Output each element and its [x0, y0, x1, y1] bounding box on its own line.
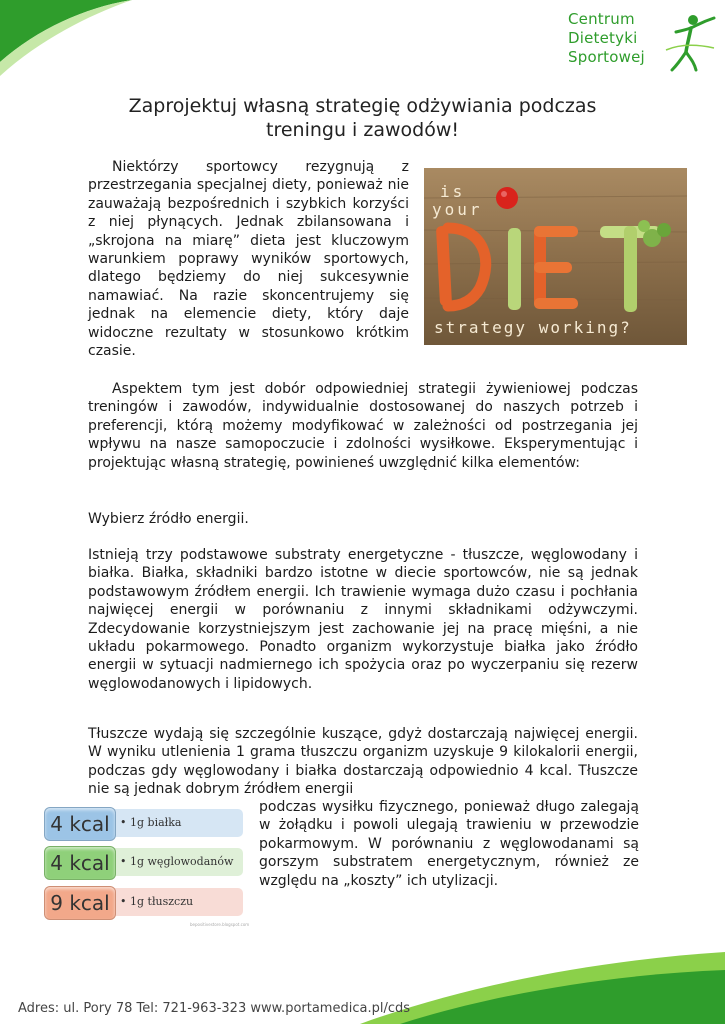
- kcal-label-protein: • 1g białka: [110, 809, 243, 837]
- kcal-value-carbs: 4 kcal: [44, 846, 116, 880]
- paragraph-4-side-block: [259, 798, 639, 890]
- logo-line-3: Sportowej: [568, 48, 645, 66]
- paragraph-4-block: [88, 725, 638, 799]
- subheading: Wybierz źródło energii.: [88, 511, 249, 527]
- image-text-your: your: [432, 200, 483, 219]
- runner-logo-icon: [656, 10, 716, 72]
- paragraph-2: Aspektem tym jest dobór odpowiedniej strategii żywieniowej podczas treningów i zawodów, indywidualnie dostosowanej do naszych potrzeb i preferencji, którą możemy modyfikować w zależności od postrzegania jej wpływu na nasze samopoczucie i zdolności wysiłkowe. Eksperymentując i projektując własną strategię, powinieneś uwzględnić kilka elementów:: [88, 381, 638, 471]
- image-text-strategy: strategy working?: [434, 318, 632, 337]
- footer-address: Adres: ul. Pory 78 Tel: 721-963-323 www.portamedica.pl/cds: [18, 1001, 410, 1016]
- kcal-label-fat: • 1g tłuszczu: [110, 888, 243, 916]
- intro-paragraph: Niektórzy sportowcy rezygnują z przestrzegania specjalnej diety, ponieważ nie zauważają bezpośrednich i szybkich korzyści z niej płynących. Jednak zbilansowana i „skrojona na miarę” dieta jest kluczowym warunkiem poprawy wyników sportowych, dlatego będziemy do niej sukcesywnie namawiać. Na razie skoncentrujemy się jednak na elemencie diety, który daje widoczne rezultaty w stosunkowo krótkim czasie.: [88, 159, 409, 360]
- kcal-label-carbs: • 1g węglowodanów: [110, 848, 243, 876]
- logo-line-2: Dietetyki: [568, 29, 638, 47]
- kcal-value-protein: 4 kcal: [44, 807, 116, 841]
- title-line-2: treningu i zawodów!: [266, 119, 459, 141]
- logo-line-1: Centrum: [568, 10, 635, 28]
- paragraph-4-side: podczas wysiłku fizycznego, ponieważ długo zalegają w żołądku i powoli ulegają trawieniu w przewodzie pokarmowym. W porównaniu z węglowodanami są gorszym substratem energetycznym, również ze względu na „koszty” ich utylizacji.: [259, 799, 639, 889]
- title-line-1: Zaprojektuj własną strategię odżywiania podczas: [128, 95, 597, 117]
- logo-text: [568, 10, 645, 67]
- intro-paragraph-block: [88, 158, 409, 360]
- page-title: [60, 94, 665, 142]
- image-text-is: is: [440, 182, 466, 201]
- chart-credit: bepositivestore.blogspot.com: [190, 922, 250, 927]
- paragraph-3: Istnieją trzy podstawowe substraty energetyczne - tłuszcze, węglowodany i białka. Białka, składniki bardzo istotne w diecie sportowców, nie są jednak podstawowym źródłem energii. Ich trawienie wymaga dużo czasu i pochłania najwięcej energii w porównaniu z innymi składnikami odżywczymi. Zdecydowanie korzystniejszym jest zachowanie jej na pracę mięśni, a nie układu pokarmowego. Ponadto organizm wykorzystuje białka jako źródło energii w sytuacji nadmiernego ich spożycia oraz po wyczerpaniu się rezerw węglowodanowych i lipidowych.: [88, 547, 638, 692]
- kcal-value-fat: 9 kcal: [44, 886, 116, 920]
- paragraph-4-full: Tłuszcze wydają się szczególnie kuszące, gdyż dostarczają najwięcej energii. W wyniku utlenienia 1 grama tłuszczu organizm uzyskuje 9 kilokalorii energii, podczas gdy węglowodany i białka dostarczają odpowiednio 4 kcal. Tłuszcze nie są jednak dobrym źródłem energii: [88, 726, 638, 798]
- diet-strategy-image: [424, 168, 687, 345]
- paragraph-2-block: [88, 380, 638, 472]
- paragraph-3-block: [88, 546, 638, 693]
- header-swoosh: [0, 0, 140, 80]
